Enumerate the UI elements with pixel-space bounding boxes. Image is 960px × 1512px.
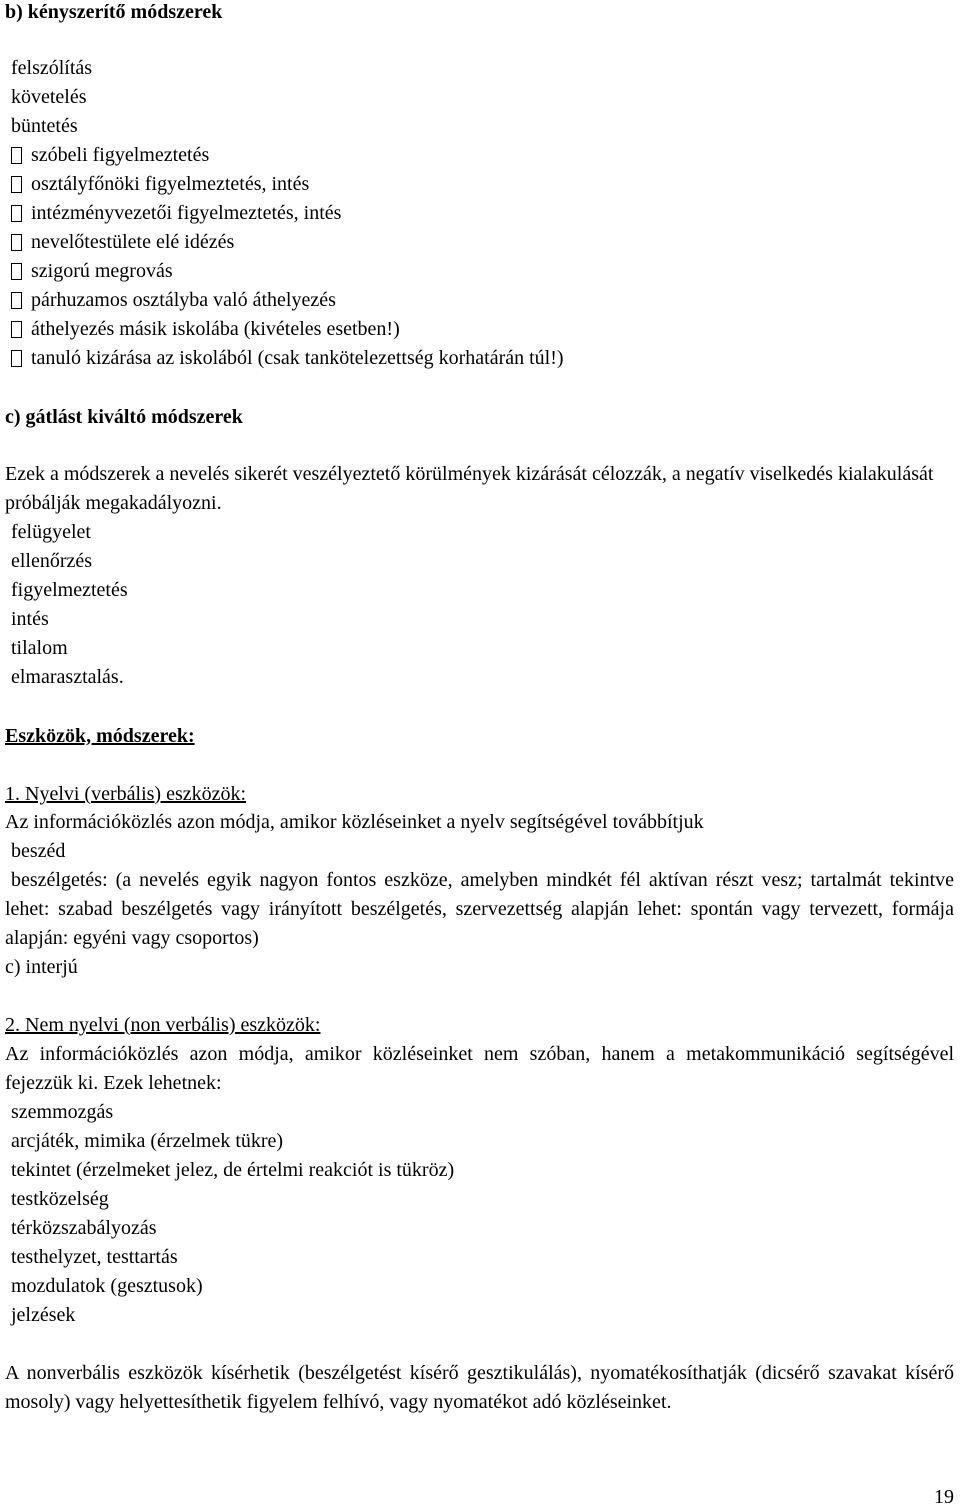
list-item <box>11 344 954 373</box>
checkbox-bullet-icon <box>11 263 22 280</box>
nonverbal-tools-definition: Az információközlés azon módja, amikor közléseinket nem szóban, hanem a metakommunikáció segítségével fejezzük ki. Ezek lehetnek: <box>5 1043 954 1094</box>
checkbox-bullet-icon <box>11 205 22 222</box>
list-item <box>11 170 954 199</box>
list-item: elmarasztalás. <box>11 666 124 688</box>
list-item: felügyelet <box>11 521 91 543</box>
list-item: követelés <box>11 86 87 108</box>
list-item <box>11 199 954 228</box>
verbal-item-interview: c) interjú <box>5 956 78 978</box>
list-item-label: szóbeli figyelmeztetés <box>31 144 210 166</box>
section-c-list <box>5 518 954 692</box>
list-item: szemmozgás <box>11 1101 114 1123</box>
checkbox-bullet-icon <box>11 321 22 338</box>
list-item: intés <box>11 608 49 630</box>
list-item: testközelség <box>11 1188 109 1210</box>
checkbox-bullet-icon <box>11 350 22 367</box>
page-number: 19 <box>934 1486 954 1508</box>
list-item-label: tanuló kizárása az iskolából (csak tankötelezettség korhatárán túl!) <box>31 347 564 369</box>
list-item: ellenőrzés <box>11 550 93 572</box>
list-item: testhelyzet, testtartás <box>11 1246 178 1268</box>
nonverbal-list <box>5 1098 954 1330</box>
verbal-item-speech: beszéd <box>11 840 66 862</box>
list-item: mozdulatok (gesztusok) <box>11 1275 203 1297</box>
list-item: figyelmeztetés <box>11 579 128 601</box>
nonverbal-tools-title: 2. Nem nyelvi (non verbális) eszközök: <box>5 1014 321 1036</box>
list-item <box>11 286 954 315</box>
list-item <box>11 141 954 170</box>
tools-heading: Eszközök, módszerek: <box>5 725 195 747</box>
list-item <box>11 228 954 257</box>
list-item-label: áthelyezés másik iskolába (kivételes esetben!) <box>31 318 400 340</box>
list-item-label: párhuzamos osztályba való áthelyezés <box>31 289 336 311</box>
list-item-label: intézményvezetői figyelmeztetés, intés <box>31 202 342 224</box>
verbal-tools-title: 1. Nyelvi (verbális) eszközök: <box>5 783 247 805</box>
section-b-plain-list <box>5 54 954 141</box>
list-item: arcjáték, mimika (érzelmek tükre) <box>11 1130 284 1152</box>
verbal-tools-definition: Az információközlés azon módja, amikor közléseinket a nyelv segítségével továbbítjuk <box>5 811 704 833</box>
list-item: térközszabályozás <box>11 1217 157 1239</box>
list-item <box>11 257 954 286</box>
checkbox-bullet-icon <box>11 176 22 193</box>
list-item: jelzések <box>11 1304 76 1326</box>
list-item: felszólítás <box>11 57 93 79</box>
list-item-label: osztályfőnöki figyelmeztetés, intés <box>31 173 310 195</box>
section-b-heading: b) kényszerítő módszerek <box>5 1 223 23</box>
list-item-label: szigorú megrovás <box>31 260 173 282</box>
list-item: tilalom <box>11 637 68 659</box>
list-item: büntetés <box>11 115 78 137</box>
checkbox-bullet-icon <box>11 292 22 309</box>
list-item-label: nevelőtestülete elé idézés <box>31 231 235 253</box>
list-item: tekintet (érzelmeket jelez, de értelmi reakciót is tükröz) <box>11 1159 455 1181</box>
section-c-intro: Ezek a módszerek a nevelés sikerét veszélyeztető körülmények kizárását célozzák, a negatív viselkedés kialakulását próbálják megakadályozni. <box>5 463 934 514</box>
list-item <box>11 315 954 344</box>
verbal-item-conversation: beszélgetés: (a nevelés egyik nagyon fontos eszköze, amelyben mindkét fél aktívan részt vesz; tartalmát tekintve lehet: szabad beszélgetés vagy irányított beszélgetés, szervezettség alapján lehet: spontán vagy tervezett, formája alapján: egyéni vagy csoportos) <box>5 869 954 949</box>
nonverbal-closing-paragraph: A nonverbális eszközök kísérhetik (beszélgetést kísérő gesztikulálás), nyomatékosíthatják (dicsérő szavakat kísérő mosoly) vagy helyettesíthetik figyelem felhívó, vagy nyomatékot adó közléseinket. <box>5 1362 954 1413</box>
checkbox-bullet-icon <box>11 147 22 164</box>
section-b-bullet-list <box>5 141 954 373</box>
section-c-heading: c) gátlást kiváltó módszerek <box>5 406 243 428</box>
checkbox-bullet-icon <box>11 234 22 251</box>
